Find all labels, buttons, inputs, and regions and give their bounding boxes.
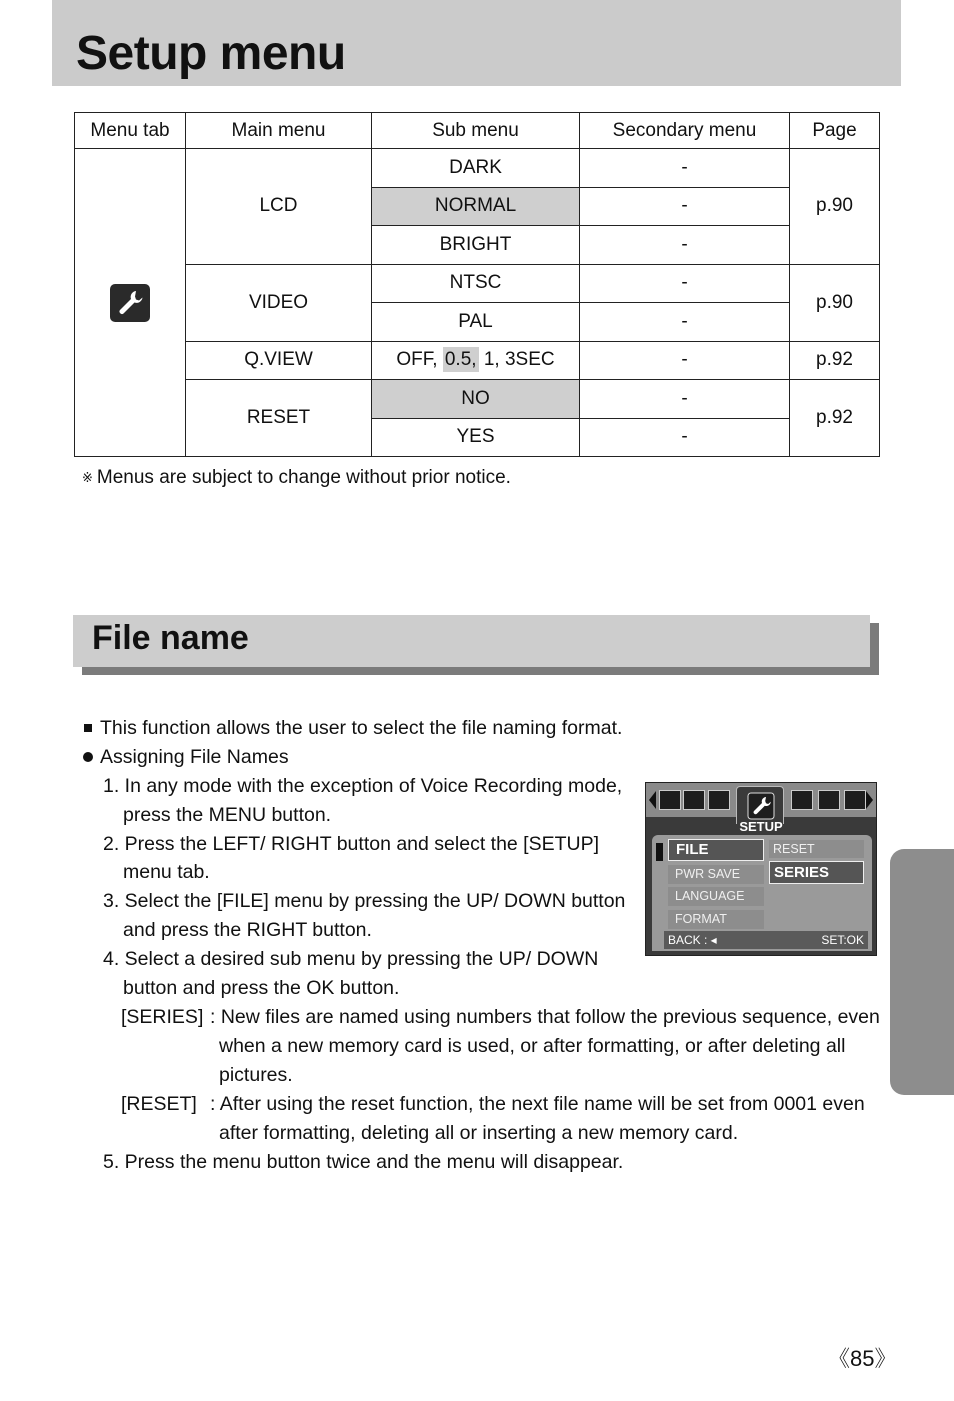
reference-mark-icon: ※ <box>82 470 93 485</box>
sub-menu-cell: DARK <box>372 149 580 188</box>
main-menu-qview: Q.VIEW <box>186 341 372 380</box>
page-number: 《85》 <box>828 1346 897 1371</box>
subhead-line: Assigning File Names <box>83 743 289 772</box>
col-header: Secondary menu <box>580 113 790 149</box>
secondary-cell: - <box>580 264 790 303</box>
secondary-cell: - <box>580 303 790 342</box>
camera-menu-item-selected: FILE <box>668 839 764 861</box>
sub-menu-cell: YES <box>372 418 580 457</box>
col-header: Sub menu <box>372 113 580 149</box>
option-desc: when a new memory card is used, or after formatting, or after deleting all <box>219 1035 846 1057</box>
step-line: press the MENU button. <box>123 804 332 826</box>
page-cell: p.90 <box>790 264 880 341</box>
camera-menu-screen <box>645 782 877 956</box>
sound-tab-icon <box>683 790 705 810</box>
side-thumb-tab <box>890 849 954 1095</box>
camera-menu-item: PWR SAVE <box>668 865 764 884</box>
menu-tab-cell <box>75 149 186 457</box>
key-tab-icon <box>844 790 866 810</box>
intro-line: This function allows the user to select the file naming format. <box>84 714 622 743</box>
step-line: 2. Press the LEFT/ RIGHT button and select the [SETUP] <box>103 833 600 855</box>
sub-menu-cell: NO <box>372 380 580 419</box>
secondary-cell: - <box>580 226 790 265</box>
step-line: 1. In any mode with the exception of Voice Recording mode, <box>103 775 623 797</box>
sub-menu-cell: PAL <box>372 303 580 342</box>
col-header: Menu tab <box>75 113 186 149</box>
page-cell: p.90 <box>790 149 880 265</box>
camera-menu-item: LANGUAGE <box>668 887 764 906</box>
secondary-cell: - <box>580 149 790 188</box>
secondary-cell: - <box>580 341 790 380</box>
camera-submenu-item-selected: SERIES <box>769 861 864 884</box>
qview-option-text: OFF, <box>396 349 443 371</box>
page-title: Setup menu <box>76 27 346 80</box>
wrench-icon <box>110 284 150 322</box>
camera-submenu-item: RESET <box>769 840 864 858</box>
secondary-cell: - <box>580 187 790 226</box>
step-line: button and press the OK button. <box>123 977 400 999</box>
option-desc: pictures. <box>219 1064 293 1086</box>
scroll-indicator <box>656 843 663 861</box>
step-line: 3. Select the [FILE] menu by pressing the UP/ DOWN button <box>103 890 626 912</box>
main-menu-lcd: LCD <box>186 149 372 265</box>
table-row <box>75 149 880 188</box>
secondary-cell: - <box>580 380 790 419</box>
qview-option-text: 1, 3SEC <box>478 349 555 371</box>
sub-menu-cell <box>372 341 580 380</box>
option-label: [RESET] <box>121 1093 197 1115</box>
step-line: and press the RIGHT button. <box>123 919 372 941</box>
option-desc: : New files are named using numbers that follow the previous sequence, even <box>210 1006 880 1028</box>
camera-menu-panel <box>652 835 872 951</box>
col-header: Page <box>790 113 880 149</box>
table-row <box>75 341 880 380</box>
main-menu-video: VIDEO <box>186 264 372 341</box>
mode-tab-icon <box>659 790 681 810</box>
secondary-cell: - <box>580 418 790 457</box>
set-hint: SET:OK <box>821 933 864 947</box>
table-header-row <box>75 113 880 149</box>
print-tab-icon <box>791 790 813 810</box>
sub-menu-cell: NTSC <box>372 264 580 303</box>
sub-menu-cell: BRIGHT <box>372 226 580 265</box>
main-menu-reset: RESET <box>186 380 372 457</box>
step-line: 4. Select a desired sub menu by pressing the UP/ DOWN <box>103 948 599 970</box>
setup-menu-table <box>74 112 880 457</box>
camera-footer <box>664 931 868 949</box>
circle-bullet-icon <box>83 752 93 762</box>
col-header: Main menu <box>186 113 372 149</box>
sub-menu-cell: NORMAL <box>372 187 580 226</box>
right-arrow-icon <box>866 791 873 809</box>
section-title: File name <box>92 619 249 657</box>
table-row <box>75 380 880 419</box>
page-cell: p.92 <box>790 341 880 380</box>
frame-tab-icon <box>818 790 840 810</box>
qview-option-selected: 0.5, <box>444 349 477 371</box>
person-tab-icon <box>708 790 730 810</box>
step-line: 5. Press the menu button twice and the menu will disappear. <box>103 1151 624 1173</box>
table-row <box>75 264 880 303</box>
option-desc: : After using the reset function, the next file name will be set from 0001 even <box>210 1093 865 1115</box>
step-line: menu tab. <box>123 861 210 883</box>
notice <box>82 467 511 489</box>
camera-menu-item: FORMAT <box>668 910 764 929</box>
page-cell: p.92 <box>790 380 880 457</box>
back-hint: BACK : ◂ <box>668 933 717 947</box>
left-arrow-icon <box>649 791 656 809</box>
camera-tab-label: SETUP <box>739 819 783 834</box>
option-label: [SERIES] <box>121 1006 204 1028</box>
option-desc: after formatting, deleting all or inserting a new memory card. <box>219 1122 739 1144</box>
square-bullet-icon <box>84 724 92 732</box>
notice-text: Menus are subject to change without prior notice. <box>96 467 511 488</box>
